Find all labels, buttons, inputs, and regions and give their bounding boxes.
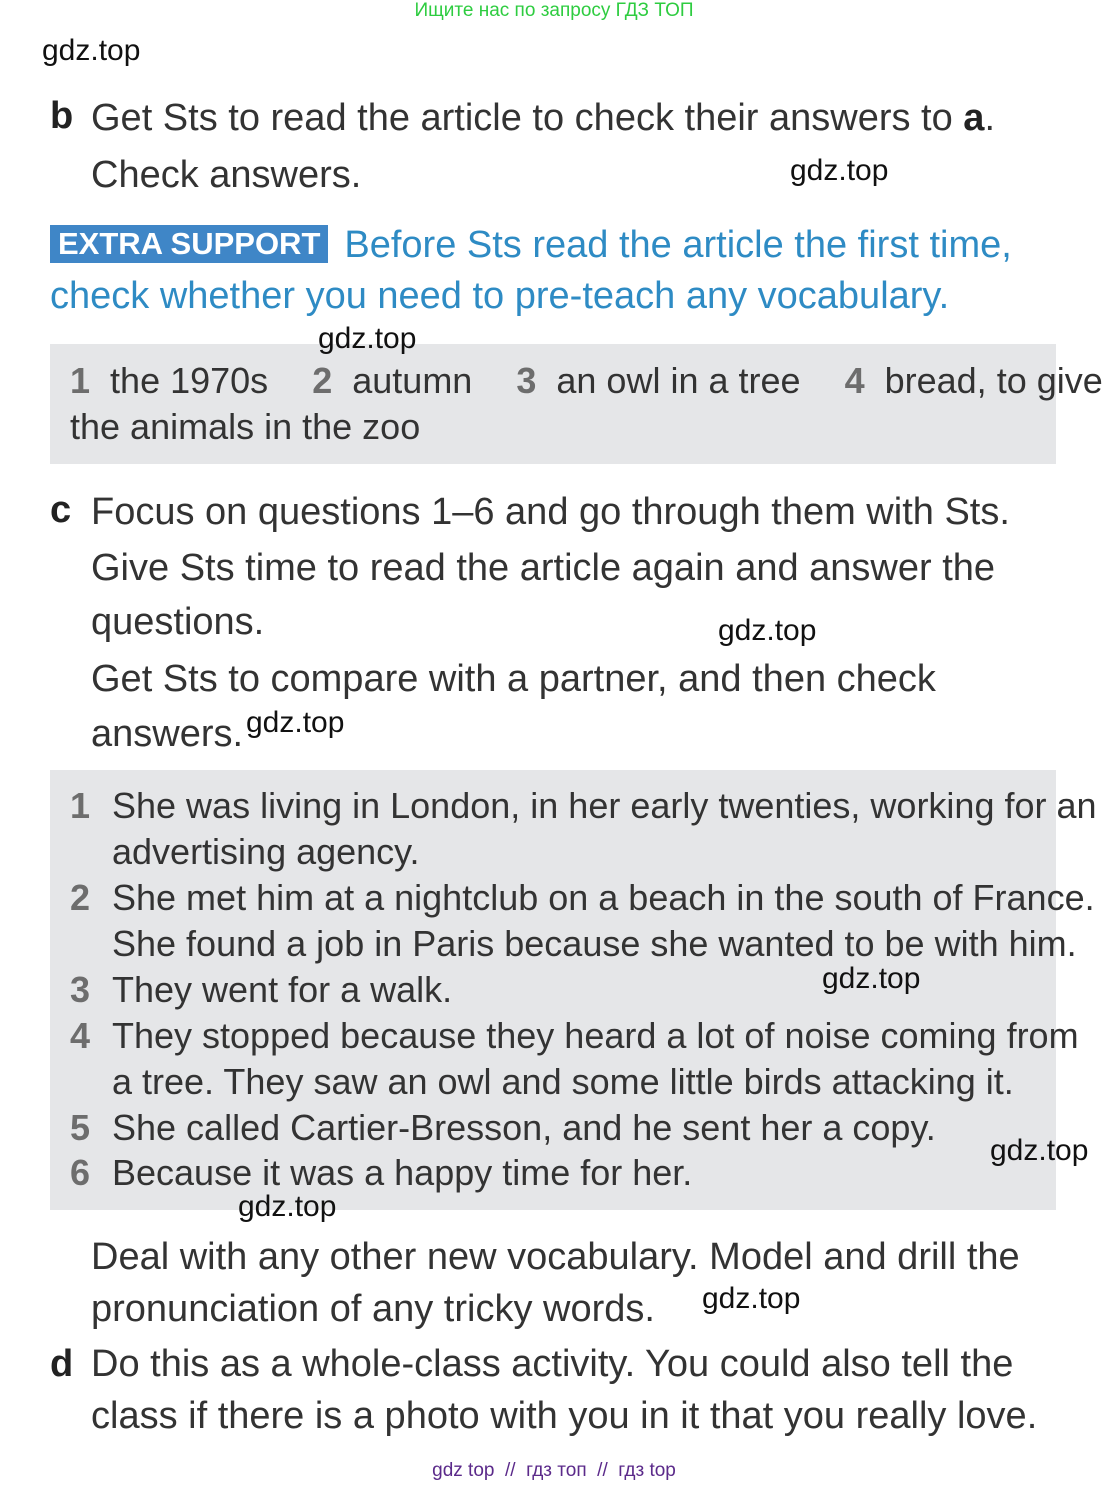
answer-box-b <box>50 344 1103 464</box>
footer-watermark: gdz top // гдз топ // гдз top <box>432 1460 676 1481</box>
section-d-line: class if there is a photo with you in it that you really love. <box>91 1395 1038 1437</box>
top-banner: Ищите нас по запросу ГДЗ ТОП <box>414 0 694 21</box>
answer-text: She found a job in Paris because she wanted to be with him. <box>112 923 1077 964</box>
section-c <box>50 484 1060 758</box>
answer-number: 1 <box>70 360 91 401</box>
section-b-period: . <box>984 97 995 139</box>
answer-number: 4 <box>844 360 865 401</box>
answer-text: She met him at a nightclub on a beach in the south of France. <box>112 877 1095 918</box>
extra-support-text: Before Sts read the article the first time, <box>344 224 1012 266</box>
answer-text: autumn <box>352 360 473 401</box>
section-c-line: Focus on questions 1–6 and go through them with Sts. <box>91 491 1010 533</box>
answer-item <box>70 1013 1079 1105</box>
answer-text: an owl in a tree <box>556 360 801 401</box>
watermark: gdz.top <box>718 614 817 647</box>
extra-support-note <box>50 220 1060 322</box>
followup-line: Deal with any other new vocabulary. Model and drill the <box>91 1236 1020 1278</box>
answer-text: They went for a walk. <box>112 969 453 1010</box>
answer-number: 4 <box>70 1015 91 1056</box>
answer-number: 5 <box>70 1107 91 1148</box>
section-b-text: Get Sts to read the article to check their answers to <box>91 97 964 139</box>
watermark: gdz.top <box>990 1134 1089 1167</box>
section-d <box>50 1338 1060 1442</box>
followup-note <box>50 1231 1060 1335</box>
answer-item <box>70 967 452 1013</box>
answer-number: 6 <box>70 1152 91 1193</box>
watermark: gdz.top <box>318 322 417 355</box>
answer-number: 1 <box>70 785 91 826</box>
extra-support-badge: EXTRA SUPPORT <box>50 225 328 263</box>
answer-row <box>70 358 1103 404</box>
section-d-line: Do this as a whole-class activity. You could also tell the <box>91 1343 1014 1385</box>
answer-text: the 1970s <box>110 360 269 401</box>
answer-number: 2 <box>312 360 333 401</box>
watermark: gdz.top <box>702 1282 801 1315</box>
answer-continuation: the animals in the zoo <box>70 406 421 447</box>
answer-text: They stopped because they heard a lot of noise coming from <box>112 1015 1079 1056</box>
section-c-line: Get Sts to compare with a partner, and then check <box>91 658 936 700</box>
answer-item <box>70 783 1097 875</box>
watermark: gdz.top <box>822 962 921 995</box>
section-letter: c <box>50 489 72 531</box>
answer-text: She was living in London, in her early twenties, working for an <box>112 785 1097 826</box>
section-b <box>50 90 1060 204</box>
watermark: gdz.top <box>42 34 141 67</box>
answer-text: She called Cartier-Bresson, and he sent her a copy. <box>112 1107 936 1148</box>
section-c-line: answers. <box>91 713 244 755</box>
answer-item <box>70 1150 692 1196</box>
section-letter: b <box>50 95 74 137</box>
answer-text: a tree. They saw an owl and some little birds attacking it. <box>112 1061 1014 1102</box>
section-c-line: questions. <box>91 601 265 643</box>
section-letter: d <box>50 1343 74 1385</box>
answer-text: advertising agency. <box>112 831 420 872</box>
answer-text: bread, to give <box>884 360 1103 401</box>
section-b-line2: Check answers. <box>91 154 362 196</box>
section-b-ref: a <box>963 97 985 139</box>
watermark: gdz.top <box>246 706 345 739</box>
section-c-line: Give Sts time to read the article again and answer the <box>91 547 996 589</box>
watermark: gdz.top <box>790 154 889 187</box>
answer-number: 3 <box>70 969 91 1010</box>
watermark: gdz.top <box>238 1190 337 1223</box>
answer-item <box>70 875 1095 967</box>
followup-line: pronunciation of any tricky words. <box>91 1288 655 1330</box>
answer-number: 3 <box>516 360 537 401</box>
answer-number: 2 <box>70 877 91 918</box>
answer-text: Because it was a happy time for her. <box>112 1152 693 1193</box>
extra-support-text-2: check whether you need to pre-teach any vocabulary. <box>50 275 950 317</box>
answer-item <box>70 1105 936 1151</box>
